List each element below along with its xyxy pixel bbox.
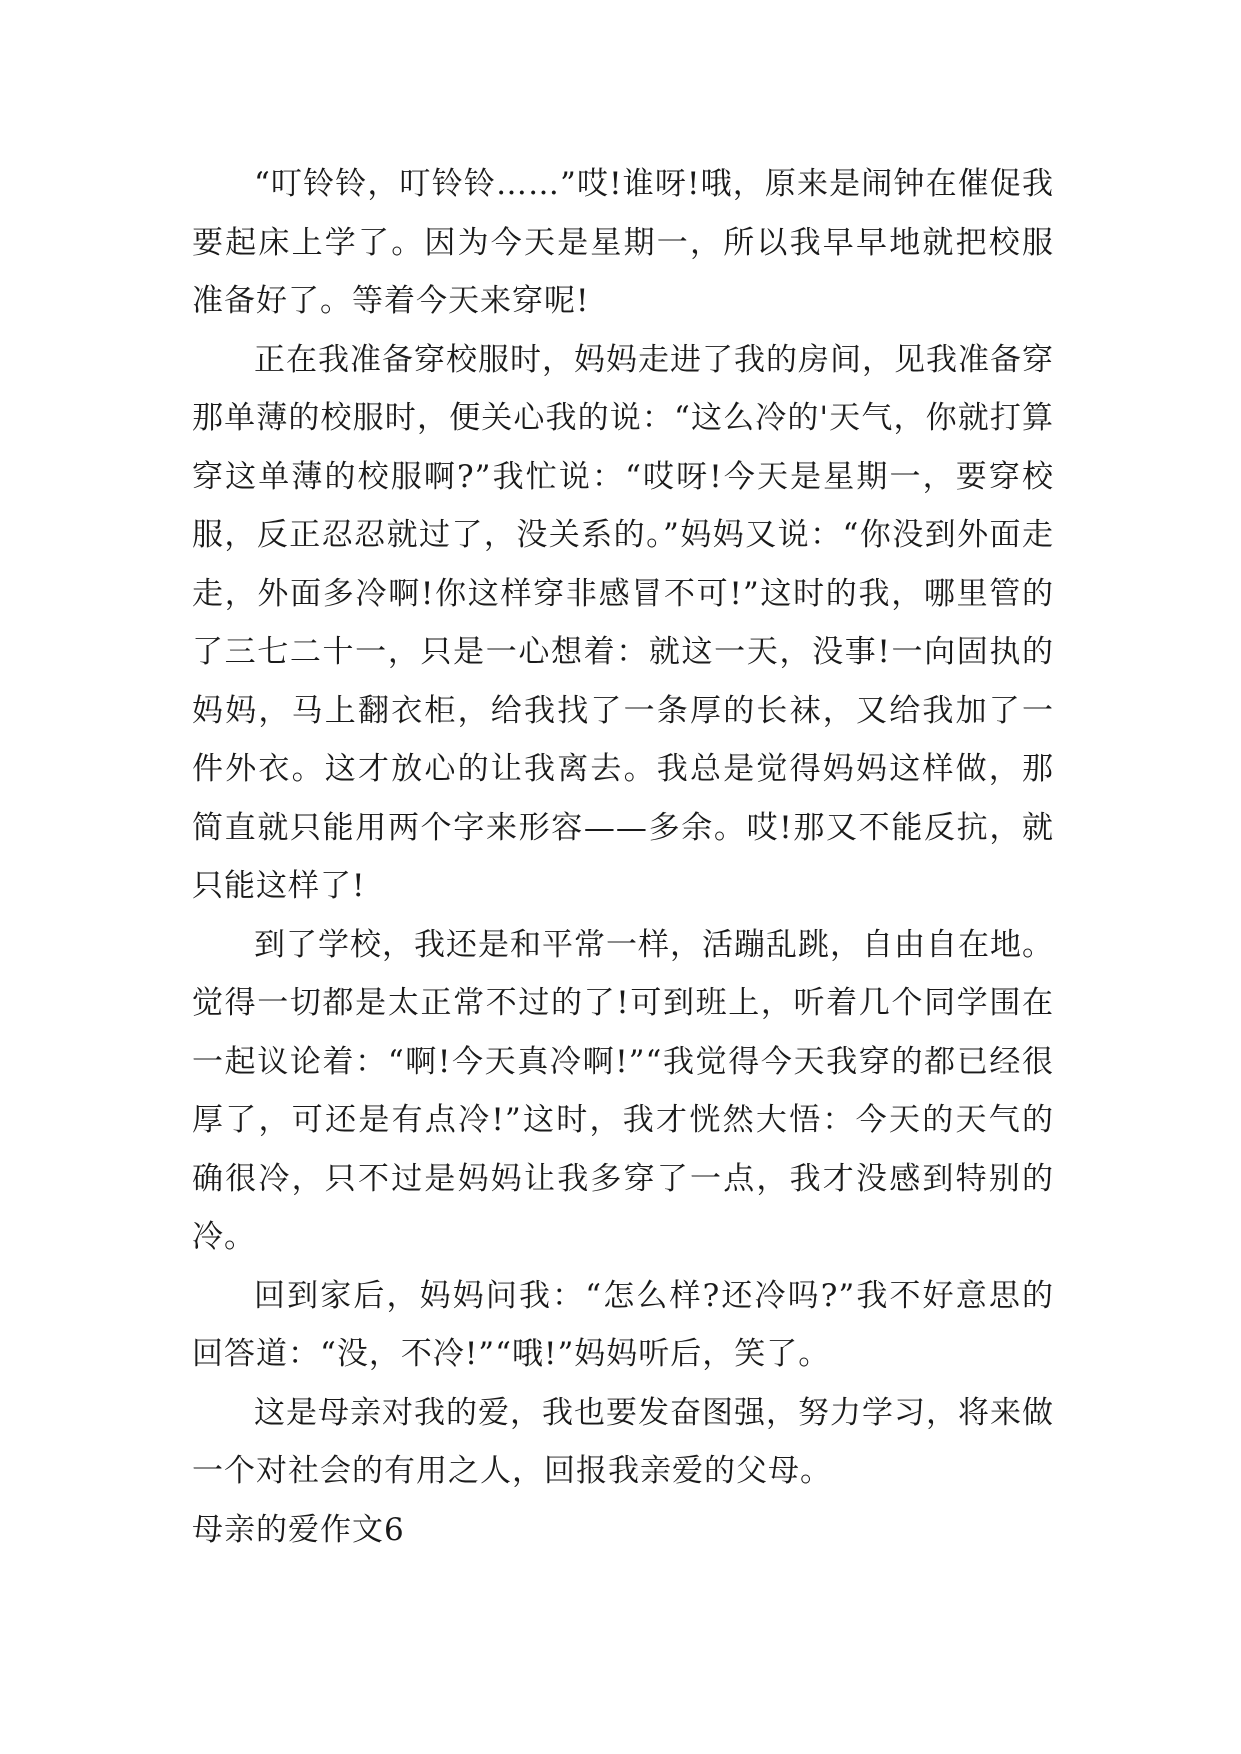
- document-page: [192, 155, 1054, 1559]
- paragraph-5: 这是母亲对我的爱，我也要发奋图强，努力学习，将来做一个对社会的有用之人，回报我亲爱的父母。: [192, 1394, 1054, 1489]
- paragraph-3: 到了学校，我还是和平常一样，活蹦乱跳，自由自在地。觉得一切都是太正常不过的了!可到班上，听着几个同学围在一起议论着：“啊!今天真冷啊!”“我觉得今天我穿的都已经很厚了，可还是有点冷!”这时，我才恍然大悟：今天的天气的确很冷，只不过是妈妈让我多穿了一点，我才没感到特别的冷。: [192, 926, 1054, 1255]
- paragraph-2: 正在我准备穿校服时，妈妈走进了我的房间，见我准备穿那单薄的校服时，便关心我的说：“这么冷的'天气，你就打算穿这单薄的校服啊?”我忙说：“哎呀!今天是星期一，要穿校服，反正忍忍就过了，没关系的。”妈妈又说：“你没到外面走走，外面多冷啊!你这样穿非感冒不可!”这时的我，哪里管的了三七二十一，只是一心想着：就这一天，没事!一向固执的妈妈，马上翻衣柜，给我找了一条厚的长袜，又给我加了一件外衣。这才放心的让我离去。我总是觉得妈妈这样做，那简直就只能用两个字来形容——多余。哎!那又不能反抗，就只能这样了!: [192, 341, 1054, 904]
- next-article-title: 母亲的爱作文6: [192, 1511, 405, 1548]
- paragraph-1: “叮铃铃，叮铃铃……”哎!谁呀!哦，原来是闹钟在催促我要起床上学了。因为今天是星期一，所以我早早地就把校服准备好了。等着今天来穿呢!: [192, 166, 1054, 319]
- paragraph-4: 回到家后，妈妈问我：“怎么样?还冷吗?”我不好意思的回答道：“没，不冷!”“哦!”妈妈听后，笑了。: [192, 1277, 1054, 1372]
